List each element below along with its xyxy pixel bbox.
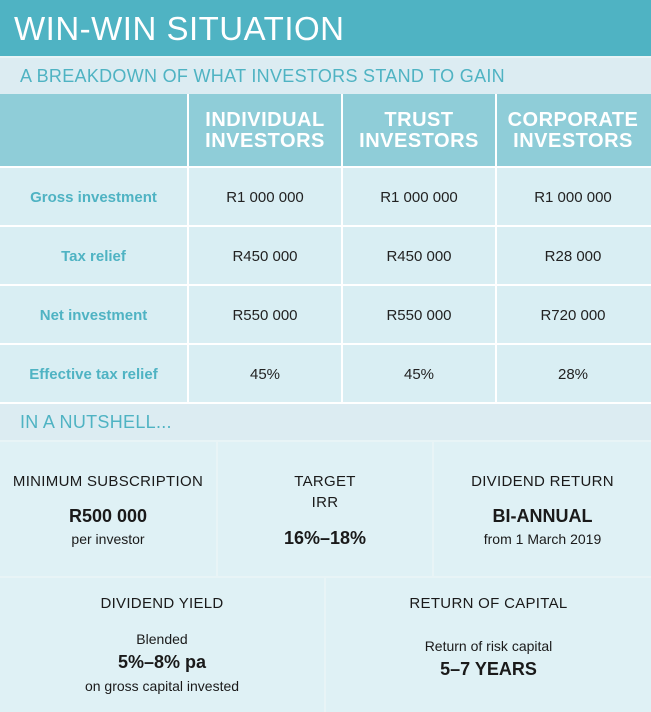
nutshell-heading: IN A NUTSHELL... [20, 412, 172, 432]
dividend-yield-box [0, 578, 324, 712]
nutshell-bar [0, 404, 651, 440]
box-title: DIVIDEND YIELD [100, 595, 224, 612]
box-title: RETURN OF CAPITAL [409, 595, 568, 612]
column-header-trust: TRUST INVESTORS [359, 108, 479, 152]
divider [0, 225, 651, 227]
return-of-capital-box [326, 578, 651, 712]
table-cell: R450 000 [232, 247, 298, 265]
row-label: Tax relief [61, 247, 126, 265]
divider [187, 94, 189, 403]
table-row [0, 286, 651, 344]
table-row [0, 227, 651, 285]
box-title: MINIMUM SUBSCRIPTION [12, 473, 204, 490]
table-cell: R550 000 [386, 306, 452, 324]
box-note: on gross capital invested [84, 678, 240, 694]
divider [495, 94, 497, 403]
column-header-corporate: CORPORATE INVESTORS [507, 108, 639, 152]
minimum-subscription-box [0, 442, 216, 576]
table-cell: R1 000 000 [534, 188, 612, 206]
table-header-row [0, 94, 651, 167]
page-subtitle: A BREAKDOWN OF WHAT INVESTORS STAND TO GAIN [20, 66, 505, 86]
box-title: IRR [311, 494, 339, 511]
table-cell: 45% [403, 365, 435, 383]
divider [0, 284, 651, 286]
target-irr-box [218, 442, 432, 576]
divider [341, 94, 343, 403]
box-note: per investor [71, 531, 145, 547]
box-value: 16%–18% [283, 528, 367, 548]
table-cell: 45% [249, 365, 281, 383]
table-cell: R28 000 [544, 247, 602, 265]
table-cell: R1 000 000 [380, 188, 458, 206]
box-value: 5–7 YEARS [440, 659, 537, 679]
table-cell: R1 000 000 [226, 188, 304, 206]
box-title: TARGET [294, 473, 356, 490]
subtitle-bar [0, 58, 651, 94]
dividend-return-box [434, 442, 651, 576]
table-cell: 28% [557, 365, 589, 383]
box-pre: Return of risk capital [424, 638, 553, 654]
row-label: Effective tax relief [29, 365, 158, 383]
row-label: Gross investment [30, 188, 157, 206]
box-value: R500 000 [68, 506, 148, 526]
box-pre: Blended [136, 631, 188, 647]
table-cell: R550 000 [232, 306, 298, 324]
table-cell: R720 000 [540, 306, 606, 324]
row-label: Net investment [39, 306, 148, 324]
title-bar [0, 0, 651, 56]
table-row [0, 345, 651, 403]
table-cell: R450 000 [386, 247, 452, 265]
divider [0, 343, 651, 345]
box-value: 5%–8% pa [117, 652, 207, 672]
column-header-individual: INDIVIDUAL INVESTORS [205, 108, 325, 152]
divider [0, 166, 651, 168]
table-row [0, 168, 651, 226]
page-title: WIN-WIN SITUATION [14, 10, 345, 47]
box-note: from 1 March 2019 [483, 531, 602, 547]
box-value: BI-ANNUAL [492, 506, 593, 526]
box-title: DIVIDEND RETURN [471, 473, 614, 490]
